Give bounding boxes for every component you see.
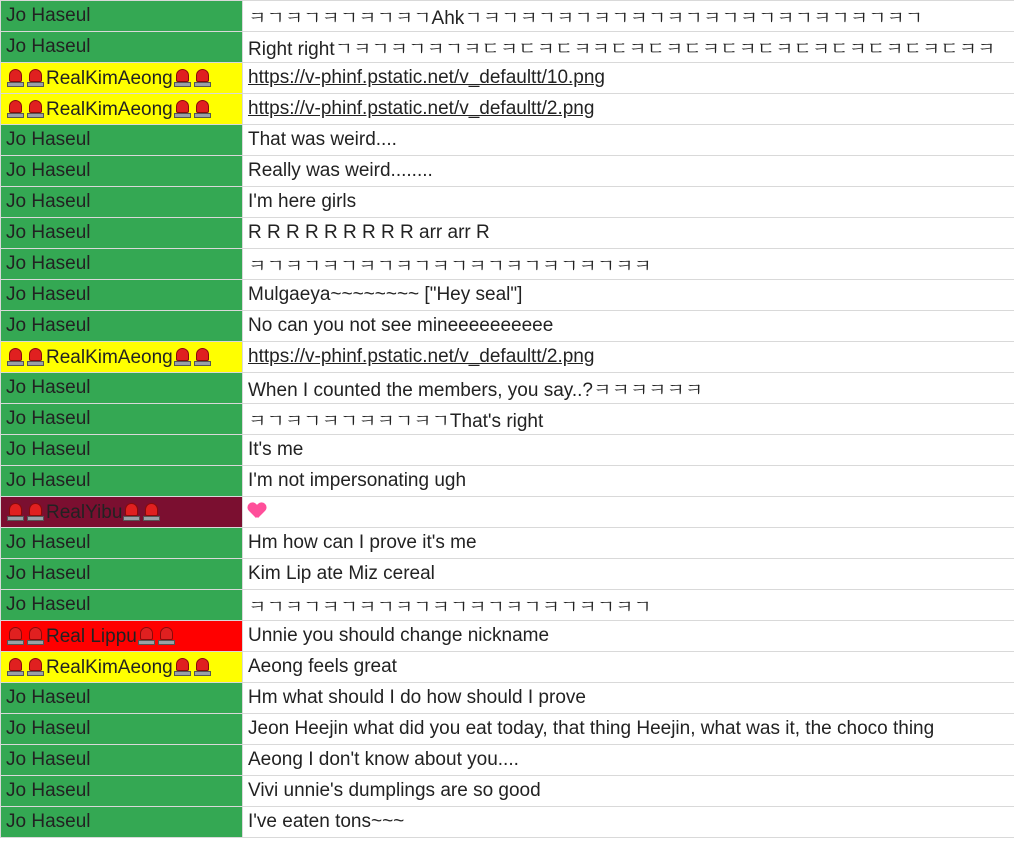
- police-car-light-icon: [6, 501, 25, 522]
- chat-row: [1, 528, 1014, 559]
- sender-name: Jo Haseul: [6, 470, 91, 491]
- sender-cell: [1, 125, 243, 156]
- sender-name: Jo Haseul: [6, 191, 91, 212]
- police-car-light-icon: [193, 67, 212, 88]
- police-car-light-icon: [122, 501, 141, 522]
- sender-cell: [1, 249, 243, 280]
- police-car-light-icon: [193, 656, 212, 677]
- sender-cell: [1, 807, 243, 838]
- sender-name: Jo Haseul: [6, 5, 91, 26]
- chat-row: [1, 652, 1014, 683]
- message-cell: I'm not impersonating ugh: [243, 466, 1014, 497]
- police-car-light-icon: [6, 346, 25, 367]
- chat-row: [1, 218, 1014, 249]
- chat-row: [1, 156, 1014, 187]
- sender-cell: [1, 683, 243, 714]
- sender-name: Jo Haseul: [6, 160, 91, 181]
- chat-row: [1, 94, 1014, 125]
- chat-row: [1, 745, 1014, 776]
- police-car-light-icon: [157, 625, 176, 646]
- sender-cell: [1, 776, 243, 807]
- message-cell: ㅋㄱㅋㄱㅋㄱㅋㄱㅋㄱAhkㄱㅋㄱㅋㄱㅋㄱㅋㄱㅋㄱㅋㄱㅋㄱㅋㄱㅋㄱㅋㄱㅋㄱㅋㄱ: [243, 1, 1014, 32]
- sender-name: Jo Haseul: [6, 811, 91, 832]
- message-cell: Vivi unnie's dumplings are so good: [243, 776, 1014, 807]
- sender-name: RealKimAeong: [46, 346, 173, 368]
- sender-name: Jo Haseul: [6, 129, 91, 150]
- chat-row: [1, 249, 1014, 280]
- chat-row: [1, 32, 1014, 63]
- police-car-light-icon: [6, 625, 25, 646]
- chat-row: [1, 466, 1014, 497]
- sender-name: Jo Haseul: [6, 315, 91, 336]
- chat-row: [1, 683, 1014, 714]
- message-cell: Unnie you should change nickname: [243, 621, 1014, 652]
- sender-cell: [1, 373, 243, 404]
- sender-cell: [1, 714, 243, 745]
- sender-name: Jo Haseul: [6, 377, 91, 398]
- sender-name: RealKimAeong: [46, 67, 173, 89]
- sender-name: Jo Haseul: [6, 594, 91, 615]
- police-car-light-icon: [6, 98, 25, 119]
- police-car-light-icon: [142, 501, 161, 522]
- sender-name: Jo Haseul: [6, 563, 91, 584]
- sender-cell: [1, 466, 243, 497]
- sender-name: Jo Haseul: [6, 780, 91, 801]
- message-cell: ㅋㄱㅋㄱㅋㄱㅋㄱㅋㄱㅋㄱㅋㄱㅋㄱㅋㄱㅋㄱㅋㅋ: [243, 249, 1014, 280]
- chat-log-body: [1, 1, 1014, 838]
- sender-cell: [1, 32, 243, 63]
- police-car-light-icon: [26, 656, 45, 677]
- chat-row: [1, 125, 1014, 156]
- police-car-light-icon: [173, 98, 192, 119]
- sender-cell: [1, 94, 243, 125]
- sender-cell: [1, 1, 243, 32]
- message-link[interactable]: https://v-phinf.pstatic.net/v_defaultt/2.png: [243, 342, 1014, 373]
- message-cell: R R R R R R R R R arr arr R: [243, 218, 1014, 249]
- sender-name: RealYibu: [46, 501, 123, 523]
- message-cell: Kim Lip ate Miz cereal: [243, 559, 1014, 590]
- sender-name: Real Lippu: [46, 625, 137, 647]
- chat-row: [1, 1, 1014, 32]
- police-car-light-icon: [26, 625, 45, 646]
- sender-name: Jo Haseul: [6, 253, 91, 274]
- chat-row: [1, 311, 1014, 342]
- police-car-light-icon: [173, 656, 192, 677]
- sender-cell: [1, 156, 243, 187]
- sender-cell: [1, 404, 243, 435]
- sender-cell: [1, 497, 243, 528]
- message-cell: ㅋㄱㅋㄱㅋㄱㅋㅋㄱㅋㄱThat's right: [243, 404, 1014, 435]
- sender-cell: [1, 311, 243, 342]
- police-car-light-icon: [26, 98, 45, 119]
- sender-name: Jo Haseul: [6, 284, 91, 305]
- message-cell: That was weird....: [243, 125, 1014, 156]
- sender-cell: [1, 218, 243, 249]
- sender-cell: [1, 652, 243, 683]
- sender-name: Jo Haseul: [6, 222, 91, 243]
- chat-row: [1, 342, 1014, 373]
- chat-row: [1, 187, 1014, 218]
- chat-row: [1, 590, 1014, 621]
- chat-row: [1, 807, 1014, 838]
- sender-cell: [1, 745, 243, 776]
- police-car-light-icon: [26, 67, 45, 88]
- chat-row: [1, 373, 1014, 404]
- police-car-light-icon: [173, 346, 192, 367]
- sender-name: Jo Haseul: [6, 687, 91, 708]
- message-cell: Hm what should I do how should I prove: [243, 683, 1014, 714]
- message-link[interactable]: https://v-phinf.pstatic.net/v_defaultt/10.png: [243, 63, 1014, 94]
- message-cell: I'm here girls: [243, 187, 1014, 218]
- police-car-light-icon: [193, 98, 212, 119]
- police-car-light-icon: [6, 67, 25, 88]
- message-link[interactable]: https://v-phinf.pstatic.net/v_defaultt/2.png: [243, 94, 1014, 125]
- sparkling-heart-icon: [248, 503, 266, 519]
- police-car-light-icon: [193, 346, 212, 367]
- message-cell: Aeong feels great: [243, 652, 1014, 683]
- message-cell: It's me: [243, 435, 1014, 466]
- sender-name: Jo Haseul: [6, 718, 91, 739]
- police-car-light-icon: [26, 501, 45, 522]
- chat-row: [1, 497, 1014, 528]
- sender-cell: [1, 435, 243, 466]
- sender-cell: [1, 187, 243, 218]
- message-cell: Really was weird........: [243, 156, 1014, 187]
- message-cell: Aeong I don't know about you....: [243, 745, 1014, 776]
- sender-cell: [1, 63, 243, 94]
- sender-name: RealKimAeong: [46, 656, 173, 678]
- chat-row: [1, 435, 1014, 466]
- chat-row: [1, 714, 1014, 745]
- message-cell: Mulgaeya~~~~~~~~ ["Hey seal"]: [243, 280, 1014, 311]
- sender-cell: [1, 559, 243, 590]
- chat-row: [1, 280, 1014, 311]
- message-cell: Jeon Heejin what did you eat today, that thing Heejin, what was it, the choco thing: [243, 714, 1014, 745]
- sender-cell: [1, 590, 243, 621]
- sender-name: Jo Haseul: [6, 749, 91, 770]
- sender-cell: [1, 280, 243, 311]
- message-cell: When I counted the members, you say..?ㅋㅋㅋㅋㅋㅋ: [243, 373, 1014, 404]
- message-cell: [243, 497, 1014, 528]
- sender-name: Jo Haseul: [6, 36, 91, 57]
- police-car-light-icon: [26, 346, 45, 367]
- chat-row: [1, 63, 1014, 94]
- sender-name: Jo Haseul: [6, 532, 91, 553]
- sender-name: Jo Haseul: [6, 408, 91, 429]
- police-car-light-icon: [137, 625, 156, 646]
- message-cell: Right rightㄱㅋㄱㅋㄱㅋㄱㅋㄷㅋㄷㅋㄷㅋㅋㄷㅋㄷㅋㄷㅋㄷㅋㄷㅋㄷㅋㄷㅋㄷㅋㄷㅋㄷㅋㅋ: [243, 32, 1014, 63]
- chat-row: [1, 559, 1014, 590]
- message-cell: Hm how can I prove it's me: [243, 528, 1014, 559]
- message-cell: I've eaten tons~~~: [243, 807, 1014, 838]
- sender-cell: [1, 621, 243, 652]
- sender-cell: [1, 528, 243, 559]
- chat-row: [1, 404, 1014, 435]
- chat-row: [1, 776, 1014, 807]
- sender-name: RealKimAeong: [46, 98, 173, 120]
- message-cell: No can you not see mineeeeeeeeee: [243, 311, 1014, 342]
- message-cell: ㅋㄱㅋㄱㅋㄱㅋㄱㅋㄱㅋㄱㅋㄱㅋㄱㅋㄱㅋㄱㅋㄱ: [243, 590, 1014, 621]
- sender-name: Jo Haseul: [6, 439, 91, 460]
- chat-row: [1, 621, 1014, 652]
- police-car-light-icon: [173, 67, 192, 88]
- sender-cell: [1, 342, 243, 373]
- police-car-light-icon: [6, 656, 25, 677]
